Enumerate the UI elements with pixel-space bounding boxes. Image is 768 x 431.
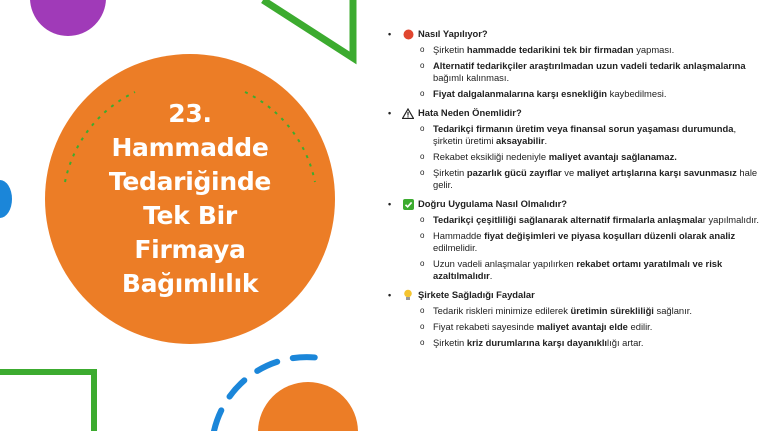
section-heading-text: Nasıl Yapılıyor? [418, 28, 488, 39]
bold-text: pazarlık gücü zayıflar [466, 167, 562, 178]
list-item [388, 88, 760, 100]
sub-bullet-circle: o [420, 168, 425, 177]
list-item-text [433, 44, 760, 56]
bold-text: hammadde tedarikini tek bir firmadan [466, 44, 634, 55]
list-item [388, 258, 760, 282]
plain-text: . [544, 135, 548, 146]
plain-text: r yapılmalıdır. [702, 214, 760, 225]
list-item-text [433, 230, 760, 254]
section-heading [388, 28, 760, 40]
list-item-text [433, 305, 760, 317]
section-heading [388, 107, 760, 119]
plain-text: kaybedilmesi. [607, 88, 667, 99]
content-list [388, 28, 760, 356]
bold-text: Tedarikçi firmanın üretim veya finansal sorun yaşaması durumunda [433, 123, 734, 134]
bold-text: aksayabilir [496, 135, 545, 146]
sub-bullet-circle: o [420, 124, 425, 133]
section-heading-text: Hata Neden Önemlidir? [418, 107, 522, 118]
list-item [388, 321, 760, 333]
plain-text: edilir. [627, 321, 653, 332]
list-item-text [433, 337, 760, 349]
check-mark-icon [402, 198, 414, 210]
list-item-text [433, 151, 760, 163]
sub-bullet-circle: o [420, 259, 425, 268]
bold-text: maliyet avantajı sağlanamaz. [548, 151, 677, 162]
plain-text: yapması. [633, 44, 675, 55]
plain-text: sağlanır. [653, 305, 692, 316]
plain-text: Uzun vadeli anlaşmalar yapılırken [433, 258, 577, 269]
bold-text: maliyet artışlarına karşı savunmasız [576, 167, 737, 178]
bullet-dot: • [388, 290, 392, 300]
dashed-ring-decoration [45, 54, 335, 344]
bullet-dot: • [388, 29, 392, 39]
plain-text: Şirketin [433, 167, 467, 178]
plain-text: ve [561, 167, 577, 178]
plain-text: Hammadde [433, 230, 485, 241]
plain-text: Rekabet eksikliği nedeniyle [433, 151, 549, 162]
sub-bullet-circle: o [420, 89, 425, 98]
plain-text: bağımlı kalınması. [433, 72, 510, 83]
list-item [388, 230, 760, 254]
list-item [388, 214, 760, 226]
orange-circle-decoration [258, 382, 358, 431]
plain-text: Fiyat rekabeti sayesinde [433, 321, 537, 332]
warning-icon [402, 107, 414, 119]
bold-text: maliyet avantajı elde [536, 321, 628, 332]
list-item [388, 305, 760, 317]
section-heading [388, 289, 760, 301]
list-item-text [433, 258, 760, 282]
sub-bullet-circle: o [420, 306, 425, 315]
green-corner-decoration [0, 372, 94, 431]
blue-half-circle-decoration [0, 180, 12, 218]
purple-circle-decoration [30, 0, 106, 36]
plain-text: lığı artar. [607, 337, 644, 348]
sub-bullet-circle: o [420, 45, 425, 54]
red-circle-icon [402, 28, 414, 40]
section [388, 107, 760, 191]
section [388, 28, 760, 100]
sub-bullet-circle: o [420, 231, 425, 240]
bold-text: fiyat değişimleri ve piyasa koşulları düzenli olarak analiz [484, 230, 736, 241]
light-bulb-icon [402, 289, 414, 301]
section [388, 198, 760, 282]
slide-title: 23. Hammadde Tedariğinde Tek Bir Firmaya Bağımlılık [108, 99, 272, 298]
sub-bullet-circle: o [420, 338, 425, 347]
section-heading-text: Şirkete Sağladığı Faydalar [418, 289, 535, 300]
list-item [388, 167, 760, 191]
plain-text: , şirketin üretimi [433, 123, 737, 146]
bold-text: rekabet ortamı yaratılmalı ve risk azaltılmalıdır [433, 258, 723, 281]
bold-text: Tedarikçi çeşitliliği sağlanarak alternatif firmalarla anlaşmala [433, 214, 703, 225]
section-heading-text: Doğru Uygulama Nasıl Olmalıdır? [418, 198, 567, 209]
plain-text: hale gelir. [433, 167, 758, 190]
plain-text: Tedarik riskleri minimize edilerek [433, 305, 571, 316]
bullet-dot: • [388, 199, 392, 209]
bullet-dot: • [388, 108, 392, 118]
green-triangle-decoration [263, 0, 353, 58]
list-item-text [433, 321, 760, 333]
section-heading [388, 198, 760, 210]
plain-text: Şirketin [433, 337, 467, 348]
plain-text: . [489, 270, 493, 281]
list-item-text [433, 60, 760, 84]
sub-bullet-circle: o [420, 152, 425, 161]
bold-text: üretimin sürekliliği [570, 305, 654, 316]
sub-bullet-circle: o [420, 215, 425, 224]
list-item [388, 123, 760, 147]
list-item [388, 60, 760, 84]
list-item [388, 337, 760, 349]
list-item [388, 44, 760, 56]
section [388, 289, 760, 349]
plain-text: Şirketin [433, 44, 467, 55]
bold-text: Fiyat dalgalanmalarına karşı esnekliğin [433, 88, 608, 99]
list-item-text [433, 123, 760, 147]
list-item-text [433, 214, 760, 226]
bold-text: Alternatif tedarikçiler araştırılmadan uzun vadeli tedarik anlaşmalarına [433, 60, 746, 71]
sub-bullet-circle: o [420, 322, 425, 331]
list-item [388, 151, 760, 163]
bold-text: kriz durumlarına karşı dayanıklı [466, 337, 608, 348]
plain-text: edilmelidir. [433, 242, 478, 253]
list-item-text [433, 167, 760, 191]
list-item-text [433, 88, 760, 100]
title-circle [45, 54, 335, 344]
sub-bullet-circle: o [420, 61, 425, 70]
